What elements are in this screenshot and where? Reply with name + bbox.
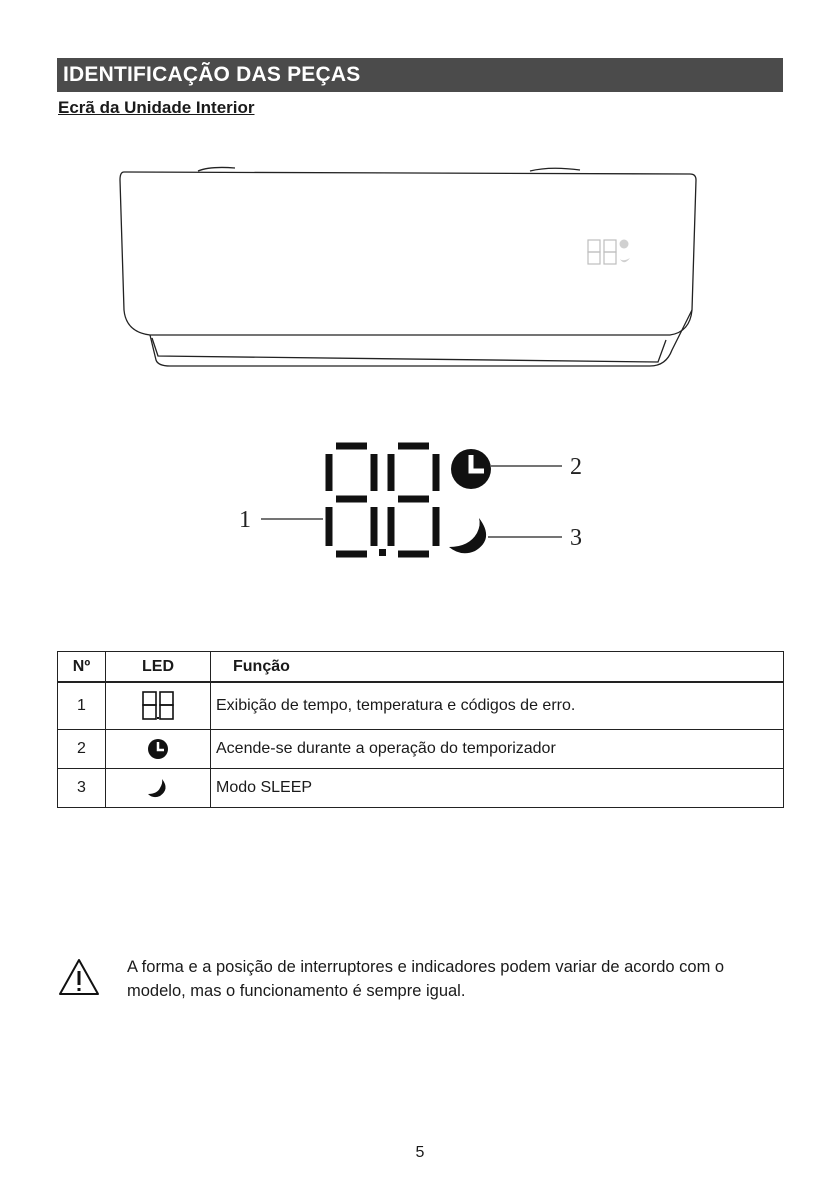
callout-2-label: 2 bbox=[570, 454, 582, 480]
timer-clock-icon bbox=[451, 449, 491, 489]
decimal-point bbox=[379, 549, 386, 556]
page-number: 5 bbox=[415, 1144, 425, 1161]
table-row bbox=[58, 769, 784, 808]
timer-clock-icon bbox=[147, 738, 169, 760]
subtitle: Ecrã da Unidade Interior bbox=[58, 98, 255, 117]
row-no: 1 bbox=[58, 682, 106, 730]
callout-3-label: 3 bbox=[570, 525, 582, 551]
row-function: Exibição de tempo, temperatura e códigos de erro. bbox=[211, 682, 784, 730]
table-row bbox=[58, 682, 784, 730]
table-row bbox=[58, 730, 784, 769]
row-function: Modo SLEEP bbox=[211, 769, 784, 808]
header-no: Nº bbox=[58, 652, 106, 683]
sleep-moon-icon bbox=[146, 777, 170, 799]
digit-display-icon bbox=[141, 690, 175, 722]
header-function: Função bbox=[211, 652, 784, 683]
seven-segment-display bbox=[329, 446, 436, 554]
warning-note bbox=[57, 955, 787, 1005]
header-led: LED bbox=[106, 652, 211, 683]
row-no: 2 bbox=[58, 730, 106, 769]
indoor-unit-illustration bbox=[110, 160, 710, 375]
warning-text: A forma e a posição de interruptores e indicadores podem variar de acordo com o modelo, mas o funcionamento é sempre igual. bbox=[127, 958, 725, 1000]
section-title: IDENTIFICAÇÃO DAS PEÇAS bbox=[57, 58, 783, 92]
unit-led-digits bbox=[588, 240, 630, 265]
display-diagram bbox=[225, 435, 605, 570]
callout-1-label: 1 bbox=[239, 507, 251, 533]
led-table bbox=[57, 651, 784, 808]
sleep-moon-icon bbox=[449, 518, 486, 553]
table-header-row bbox=[58, 652, 784, 683]
row-function: Acende-se durante a operação do temporizador bbox=[211, 730, 784, 769]
warning-triangle-icon bbox=[57, 957, 101, 997]
row-no: 3 bbox=[58, 769, 106, 808]
